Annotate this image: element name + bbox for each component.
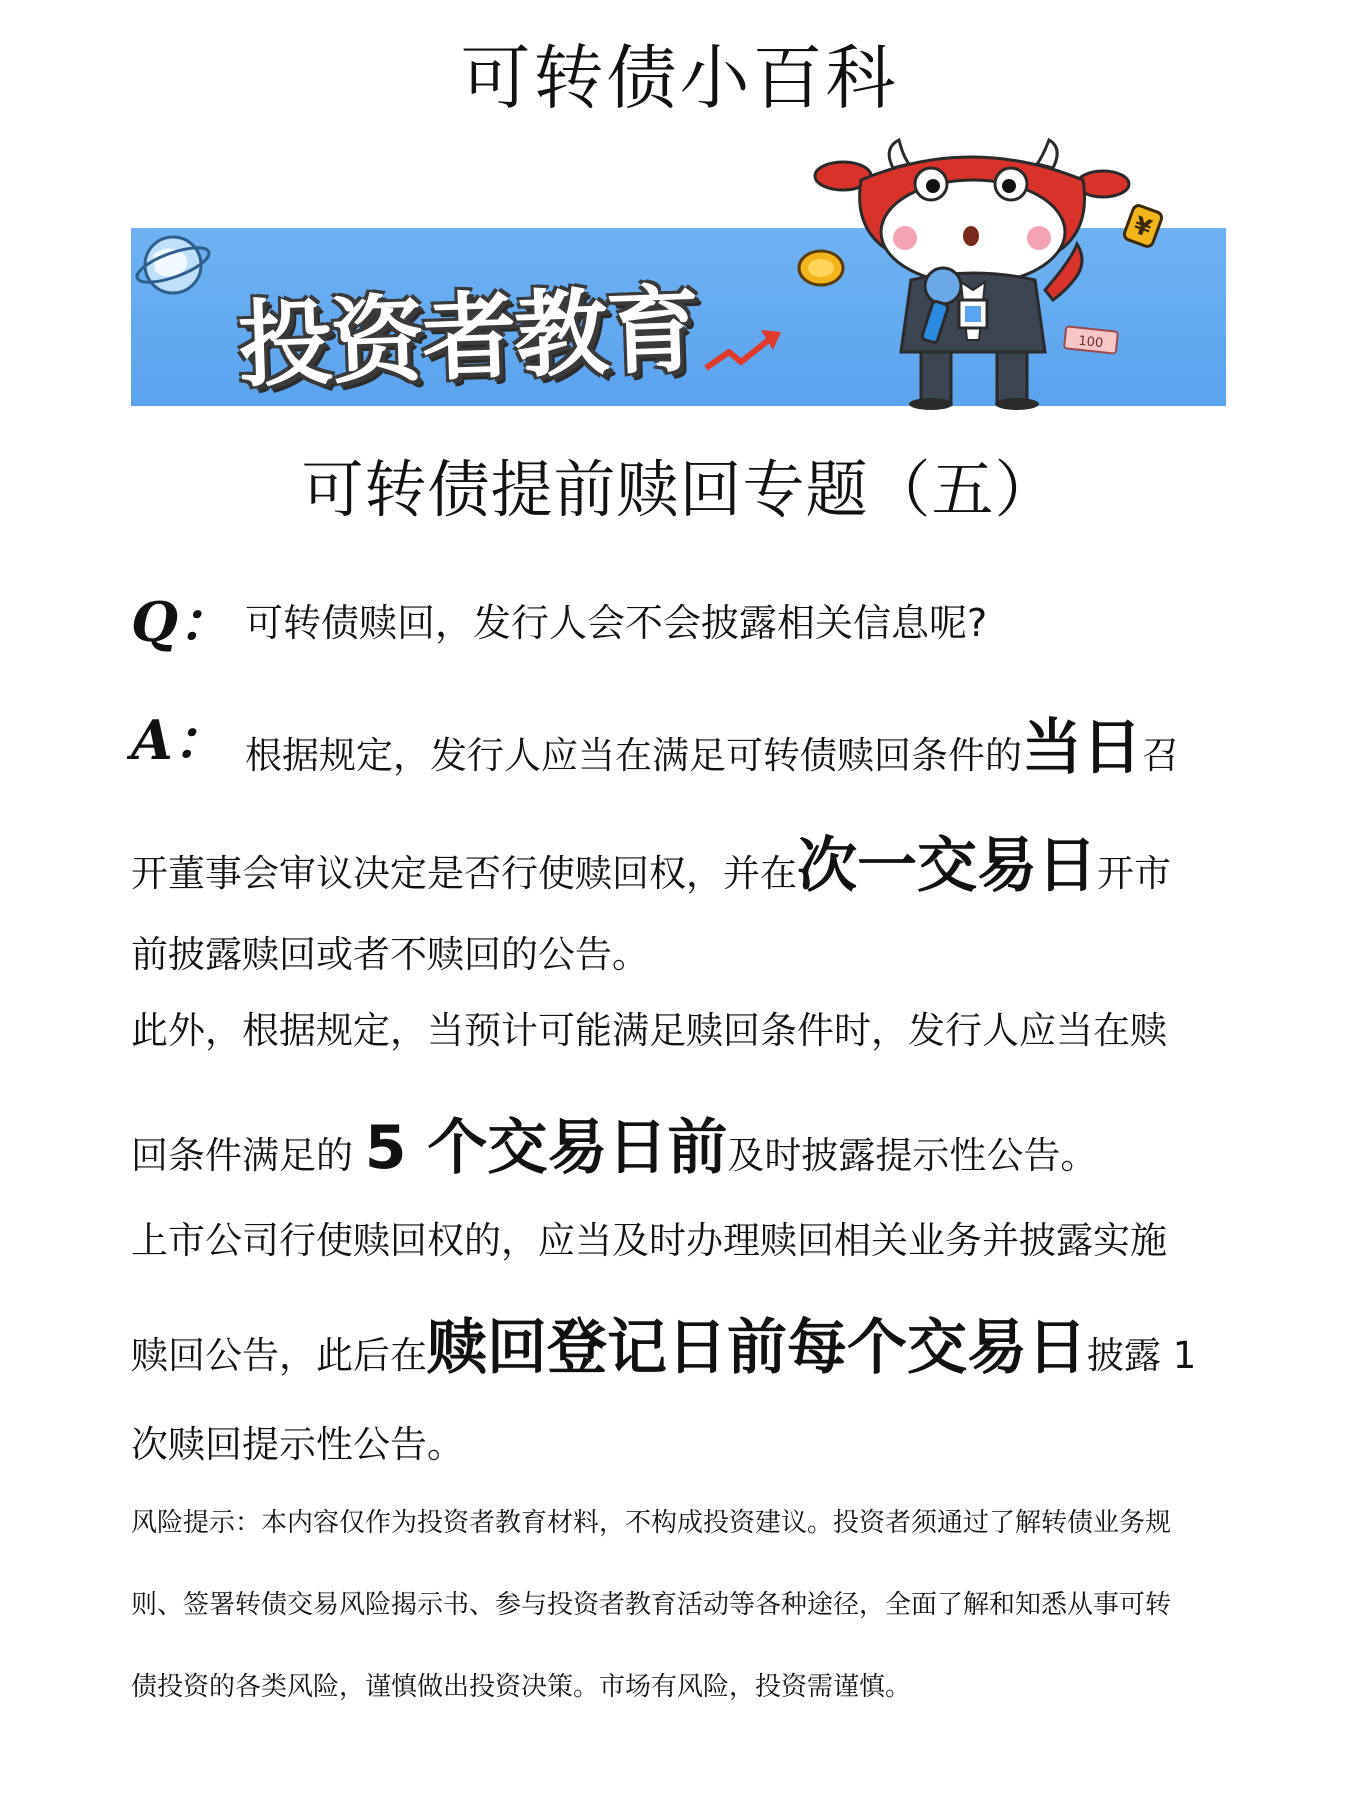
answer-p1-line3: 前披露赎回或者不赎回的公告。 (131, 933, 649, 976)
question-label: Q： (131, 590, 233, 654)
answer-p1-line1 (245, 700, 1179, 786)
answer-text: 回条件满足的 (131, 1134, 365, 1177)
answer-text: 开市 (1097, 852, 1171, 895)
yen-icon (1123, 204, 1164, 248)
question-text: 可转债赎回，发行人会不会披露相关信息呢? (245, 601, 988, 645)
topic-title: 可转债提前赎回专题（五） (301, 453, 1058, 526)
risk-disclaimer-line3: 债投资的各类风险，谨慎做出投资决策。市场有风险，投资需谨慎。 (131, 1672, 912, 1702)
answer-text: 披露 1 (1087, 1334, 1197, 1377)
answer-text: 根据规定，发行人应当在满足可转债赎回条件的 (245, 734, 1022, 777)
answer-p3-line1: 上市公司行使赎回权的，应当及时办理赎回相关业务并披露实施 (131, 1219, 1167, 1262)
answer-text: 赎回公告，此后在 (131, 1334, 427, 1377)
coin-icon (799, 251, 843, 285)
risk-disclaimer-line2: 则、签署转债交易风险揭示书、参与投资者教育活动等各种途径，全面了解和知悉从事可转 (131, 1590, 1172, 1620)
page-title: 可转债小百科 (460, 37, 899, 119)
answer-text: 开董事会审议决定是否行使赎回权，并在 (131, 852, 797, 895)
answer-p2-line1: 此外，根据规定，当预计可能满足赎回条件时，发行人应当在赎 (131, 1009, 1167, 1052)
banknote-icon (1064, 326, 1118, 353)
svg-text:100: 100 (1077, 333, 1104, 352)
svg-text:¥: ¥ (1130, 210, 1156, 243)
answer-p2-line2 (131, 1100, 1097, 1186)
answer-p3-line2 (131, 1300, 1196, 1386)
cow-mascot (815, 140, 1129, 410)
answer-p1-line2 (131, 818, 1171, 904)
emphasis-text: 当日 (1022, 713, 1142, 783)
answer-text: 及时披露提示性公告。 (727, 1134, 1098, 1177)
banner-title: 投资者教育 (236, 276, 701, 401)
answer-p3-line3: 次赎回提示性公告。 (131, 1423, 464, 1466)
answer-label: A： (131, 708, 227, 772)
emphasis-text: 次一交易日 (797, 831, 1097, 901)
answer-text: 召 (1142, 734, 1179, 777)
emphasis-text: 5 个交易日前 (364, 1113, 728, 1183)
risk-disclaimer-line1: 风险提示：本内容仅作为投资者教育材料，不构成投资建议。投资者须通过了解转债业务规 (131, 1508, 1172, 1538)
trend-arrow-icon (706, 330, 781, 368)
globe-icon (133, 237, 213, 293)
emphasis-text: 赎回登记日前每个交易日 (427, 1313, 1087, 1383)
